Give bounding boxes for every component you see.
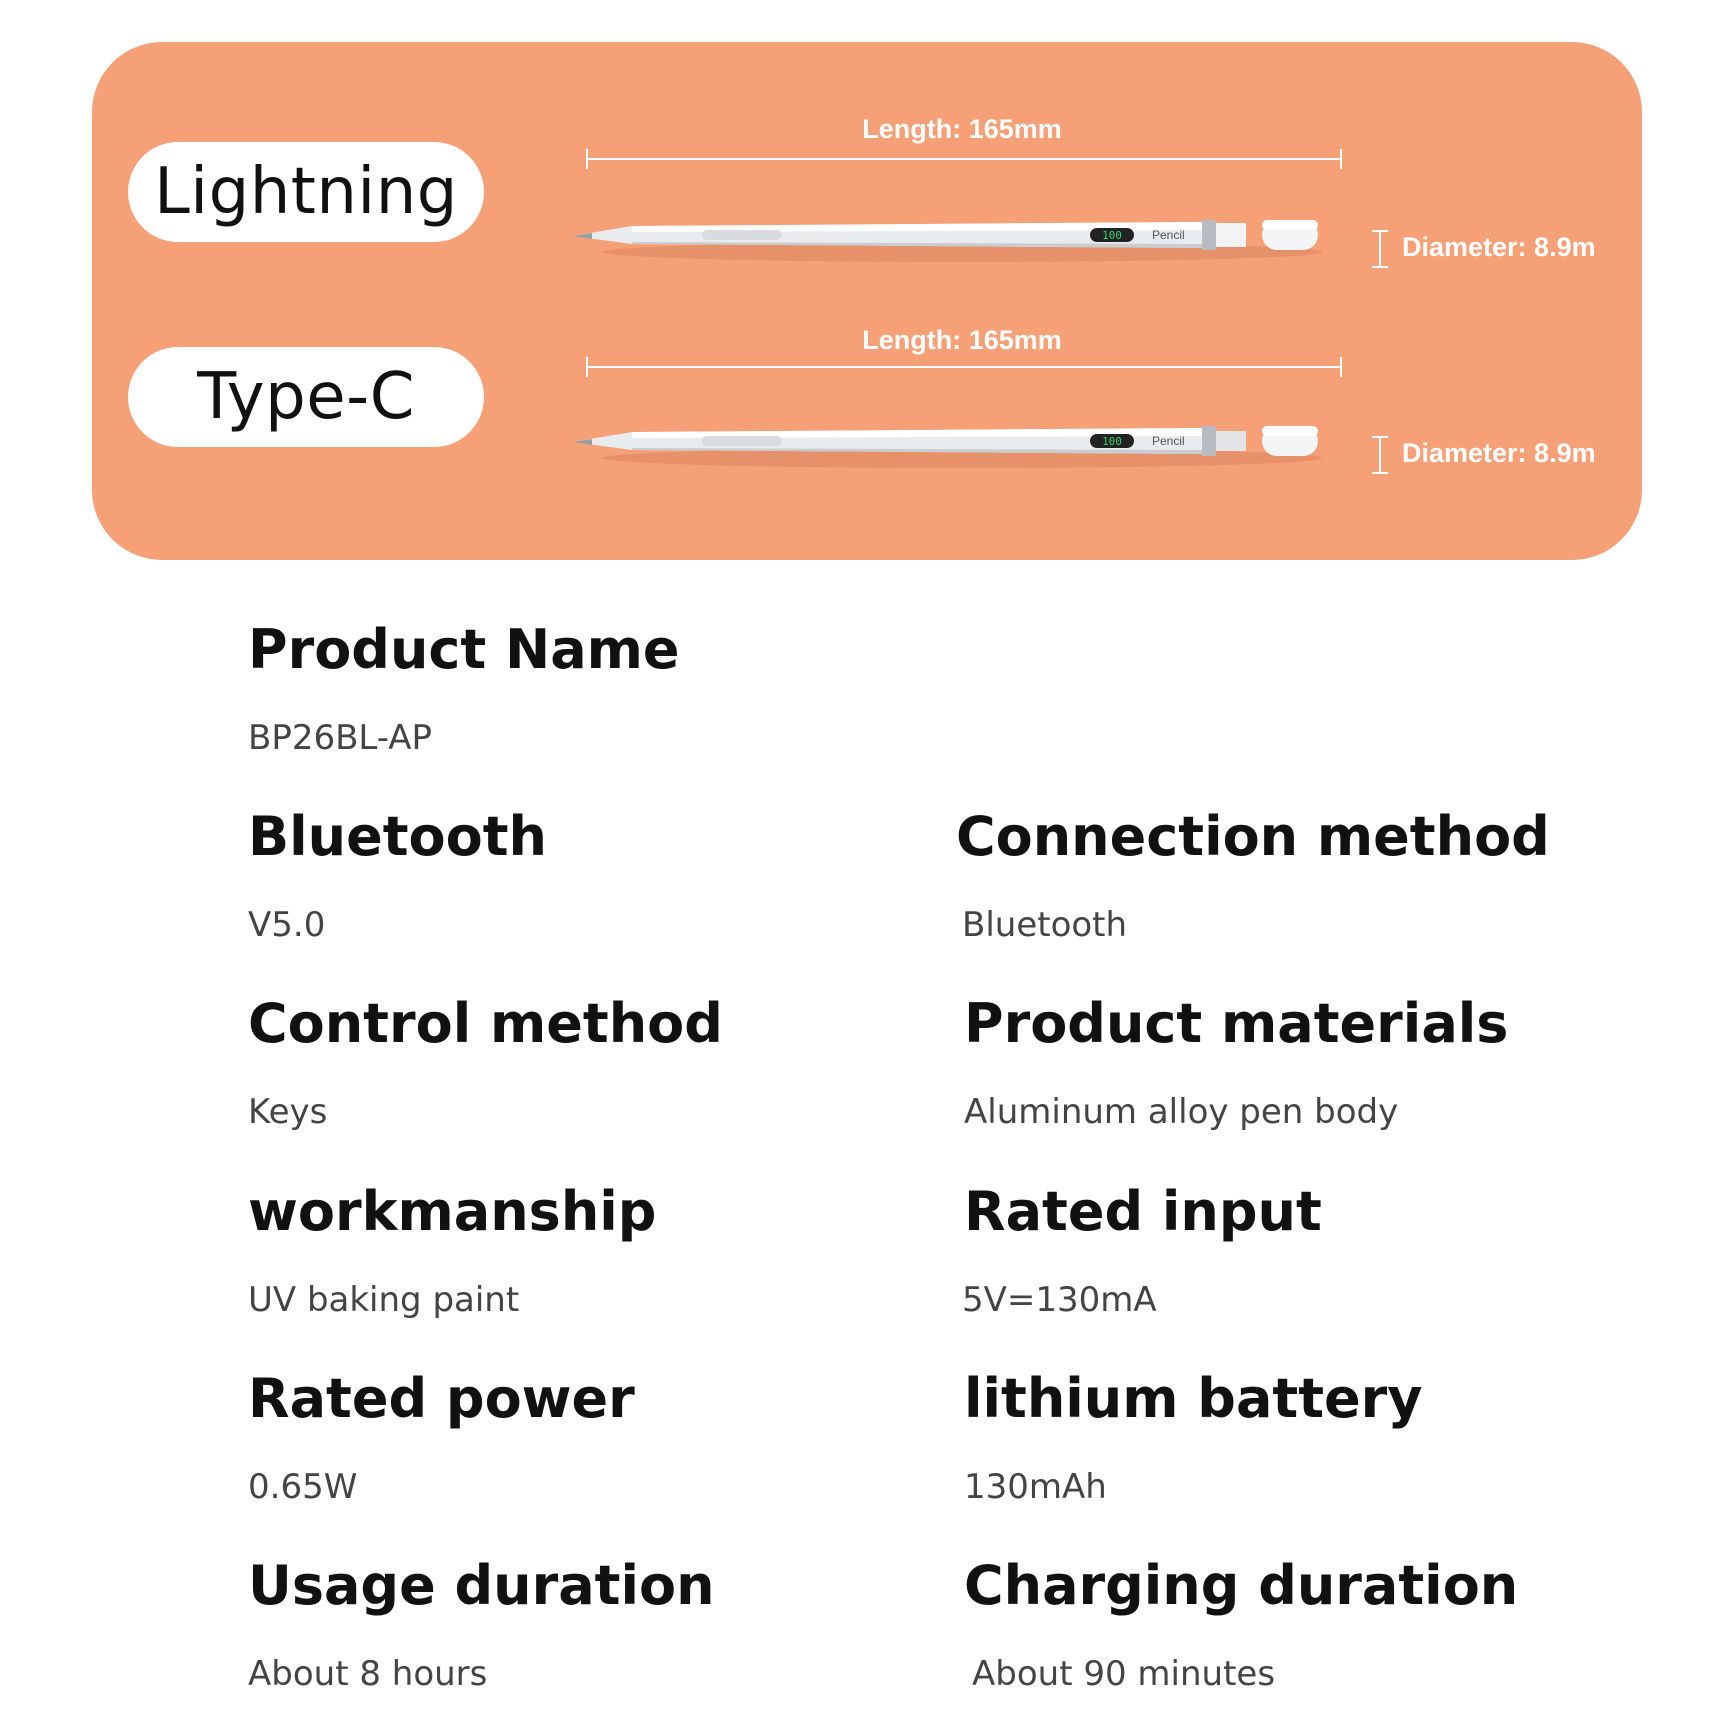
length-label: Length: 165mm [862, 325, 1062, 355]
spec-title-charging-duration: Charging duration [964, 1554, 1519, 1617]
stylus-pen-image [562, 398, 1342, 488]
spec-value-bluetooth: V5.0 [248, 905, 326, 945]
spec-title-rated-power: Rated power [248, 1367, 635, 1430]
spec-value-product-name: BP26BL-AP [248, 718, 433, 758]
length-dimension-line [586, 158, 1342, 160]
spec-title-product-name: Product Name [248, 618, 680, 681]
spec-value-connection-method: Bluetooth [962, 905, 1128, 945]
diameter-bracket [1372, 436, 1388, 474]
connector-badge-lightning [128, 142, 484, 242]
spec-value-product-materials: Aluminum alloy pen body [964, 1092, 1399, 1132]
spec-title-connection-method: Connection method [956, 805, 1550, 868]
pen-brand-text: Pencil [1152, 228, 1185, 242]
spec-value-lithium-battery: 130mAh [964, 1467, 1107, 1507]
length-dimension-line [586, 366, 1342, 368]
length-label: Length: 165mm [862, 114, 1062, 144]
spec-title-control-method: Control method [248, 992, 723, 1055]
spec-title-lithium-battery: lithium battery [964, 1367, 1423, 1430]
connector-label: Lightning [154, 155, 458, 229]
pen-brand-text: Pencil [1152, 434, 1185, 448]
diameter-bracket [1372, 230, 1388, 268]
diameter-label: Diameter: 8.9m [1402, 232, 1596, 262]
spec-value-rated-power: 0.65W [248, 1467, 358, 1507]
spec-title-usage-duration: Usage duration [248, 1554, 715, 1617]
product-banner [92, 42, 1642, 560]
pen-battery-readout: 100 [1102, 229, 1122, 242]
spec-value-rated-input: 5V=130mA [962, 1280, 1157, 1320]
stylus-pen-image [562, 192, 1342, 282]
connector-badge-type-c [128, 347, 484, 447]
spec-value-workmanship: UV baking paint [248, 1280, 520, 1320]
spec-title-product-materials: Product materials [964, 992, 1509, 1055]
spec-value-usage-duration: About 8 hours [248, 1654, 488, 1694]
diameter-label: Diameter: 8.9m [1402, 438, 1596, 468]
spec-title-rated-input: Rated input [964, 1180, 1322, 1243]
spec-value-control-method: Keys [248, 1092, 328, 1132]
spec-title-workmanship: workmanship [248, 1180, 657, 1243]
spec-title-bluetooth: Bluetooth [248, 805, 548, 868]
pen-battery-readout: 100 [1102, 435, 1122, 448]
connector-label: Type-C [197, 360, 415, 434]
spec-value-charging-duration: About 90 minutes [972, 1654, 1276, 1694]
